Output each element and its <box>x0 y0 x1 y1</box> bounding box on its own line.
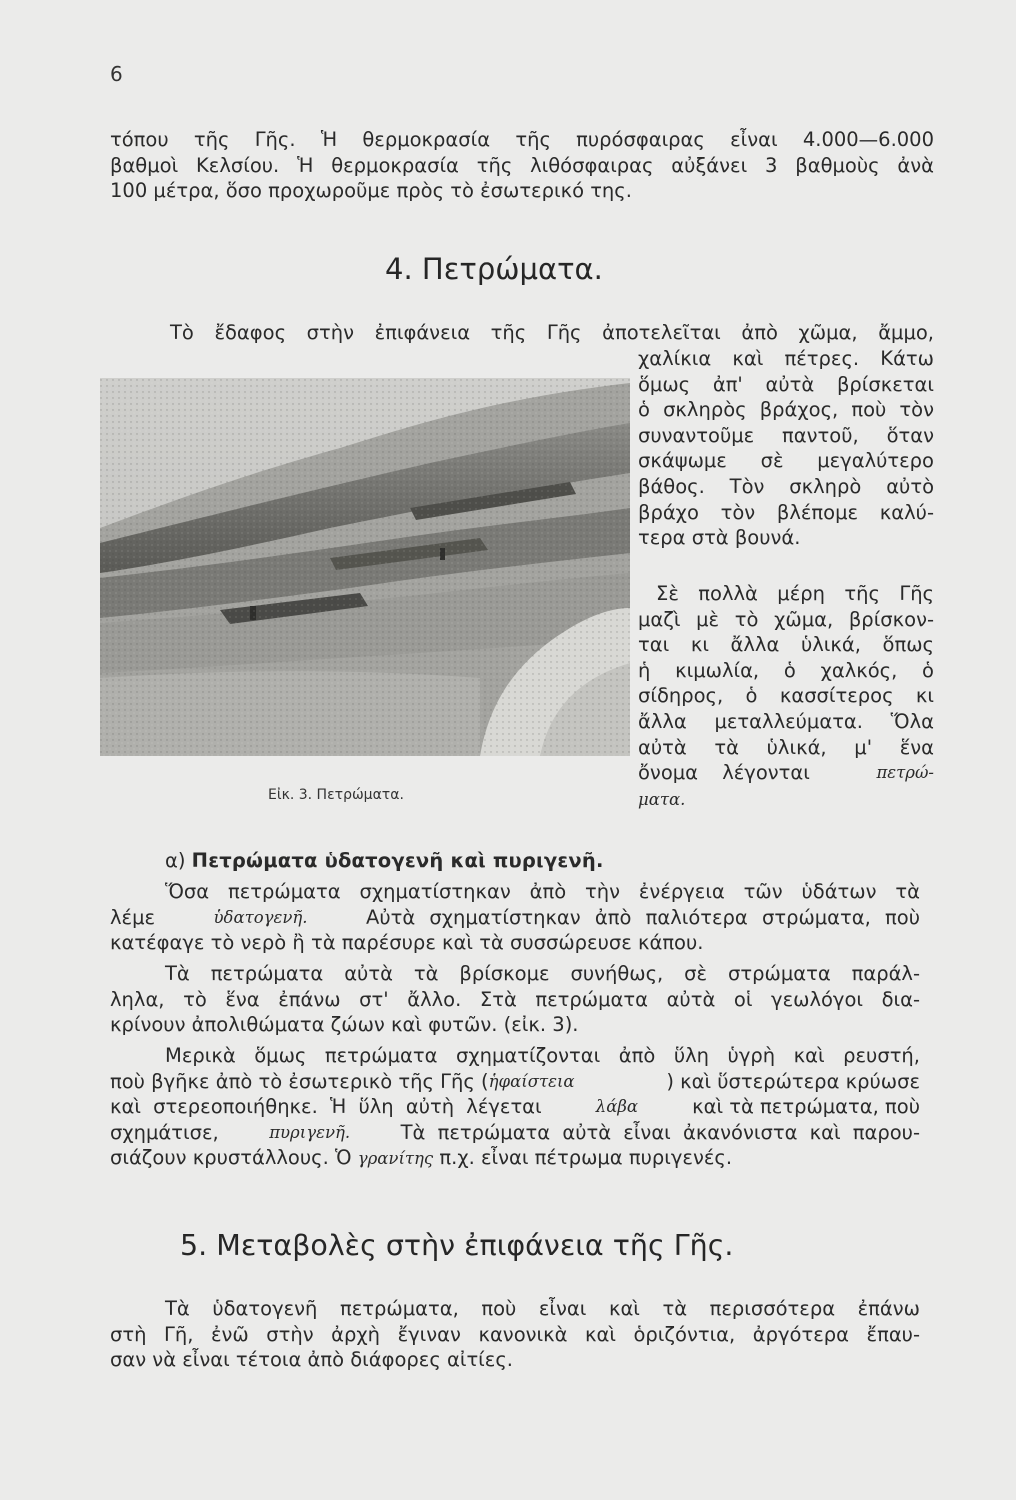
text-line: ληλα, τὸ ἕνα ἐπάνω στ' ἄλλο. Στὰ πετρώματα αὐτὰ οἱ γεωλόγοι δια- <box>110 987 920 1011</box>
intro-paragraph <box>110 127 934 204</box>
text-fragment: λέμε <box>110 905 156 929</box>
text-line: σαν νὰ εἶναι τέτοια ἀπὸ διάφορες αἰτίες. <box>110 1348 513 1372</box>
text-fragment: σχημάτισε, <box>110 1120 219 1144</box>
section-5-title: 5. Μεταβολὲς στὴν ἐπιφάνεια τῆς Γῆς. <box>180 1229 734 1262</box>
text-line <box>110 1120 920 1146</box>
subsection-a-paragraph-3 <box>110 1043 920 1172</box>
text-line: Σὲ πολλὰ μέρη τῆς Γῆς <box>656 582 934 605</box>
text-line: βάθος. Τὸν σκληρὸ αὐτὸ <box>638 474 934 498</box>
section-4-column-2 <box>638 581 934 812</box>
text-line: βαθμοὶ Κελσίου. Ἡ θερμοκρασία τῆς λιθόσφαιρας αὐξάνει 3 βαθμοὺς ἀνὰ <box>110 153 934 177</box>
text-line: βράχο τὸν βλέπομε καλύ- <box>638 500 934 524</box>
italic-term: λάβα <box>595 1097 639 1117</box>
subsection-title: Πετρώματα ὑδατογενῆ καὶ πυριγενῆ. <box>191 849 604 872</box>
subsection-a-title <box>165 848 865 874</box>
text-line: ται κι ἄλλα ὑλικά, ὅπως <box>638 633 934 657</box>
subsection-label: α) <box>165 849 186 872</box>
italic-term: ἡφαίστεια <box>488 1071 575 1091</box>
text-fragment: καὶ τὰ πετρώματα, ποὺ <box>692 1095 920 1119</box>
text-fragment: καὶ στερεοποιήθηκε. Ἡ ὕλη αὐτὴ λέγεται <box>110 1095 542 1119</box>
text-fragment: Τὰ πετρώματα αὐτὰ εἶναι ἀκανόνιστα καὶ παρου- <box>400 1120 920 1144</box>
section-5-paragraph <box>110 1296 920 1373</box>
text-fragment: σιάζουν κρυστάλλους. Ὁ <box>110 1146 352 1170</box>
text-fragment: π.χ. εἶναι πέτρωμα πυριγενές. <box>439 1146 733 1170</box>
text-line: Τὸ ἔδαφος στὴν ἐπιφάνεια τῆς Γῆς ἀποτελεῖται ἀπὸ χῶμα, ἄμμο, <box>170 321 934 344</box>
text-line: σίδηρος, ὁ κασσίτερος κι <box>638 684 934 708</box>
subsection-a-paragraph-1 <box>110 879 920 956</box>
text-line: τόπου τῆς Γῆς. Ἡ θερμοκρασία τῆς πυρόσφαιρας εἶναι 4.000—6.000 <box>110 128 934 151</box>
rock-strata-illustration <box>100 378 630 756</box>
text-line: ἄλλα μεταλλεύματα. Ὅλα <box>638 709 934 733</box>
text-fragment: ) καὶ ὕστερώτερα κρύωσε <box>666 1069 920 1093</box>
text-line: τερα στὰ βουνά. <box>638 526 801 550</box>
rock-strata-photo <box>100 378 630 756</box>
text-line: αὐτὰ τὰ ὑλικά, μ' ἕνα <box>638 735 934 759</box>
text-fragment: ποὺ βγῆκε ἀπὸ τὸ ἐσωτερικὸ τῆς Γῆς ( <box>110 1069 489 1093</box>
text-line: 100 μέτρα, ὅσο προχωροῦμε πρὸς τὸ ἐσωτερικό της. <box>110 179 632 203</box>
text-line: ὅμως ἀπ' αὐτὰ βρίσκεται <box>638 372 934 396</box>
text-line <box>110 1145 920 1172</box>
text-line: συναντοῦμε παντοῦ, ὅταν <box>638 423 934 447</box>
text-line <box>110 905 920 931</box>
section-4-column <box>638 346 934 551</box>
text-line: Ὅσα πετρώματα σχηματίστηκαν ἀπὸ τὴν ἐνέργεια τῶν ὑδάτων τὰ <box>165 880 920 903</box>
text-line: σκάψωμε σὲ μεγαλύτερο <box>638 449 934 473</box>
text-line: ὁ σκληρὸς βράχος, ποὺ τὸν <box>638 398 934 422</box>
text-line: κατέφαγε τὸ νερὸ ἢ τὰ παρέσυρε καὶ τὰ συσσώρευσε κάπου. <box>110 931 704 955</box>
italic-term: γρανίτης <box>357 1149 434 1169</box>
subsection-a-paragraph-2 <box>110 961 920 1038</box>
text-line: ἡ κιμωλία, ὁ χαλκός, ὁ <box>638 658 934 682</box>
text-line: στὴ Γῆ, ἐνῶ στὴν ἀρχὴ ἔγιναν κανονικὰ καὶ ὁριζόντια, ἀργότερα ἔπαυ- <box>110 1322 920 1346</box>
italic-term: ματα. <box>638 789 686 809</box>
italic-term: πετρώ- <box>876 763 934 783</box>
text-line <box>165 848 865 874</box>
text-line <box>110 1069 920 1095</box>
text-line: χαλίκια καὶ πέτρες. Κάτω <box>638 347 934 370</box>
section-4-intro <box>170 320 934 346</box>
text-line: Τὰ πετρώματα αὐτὰ τὰ βρίσκομε συνήθως, σὲ στρώματα παράλ- <box>165 962 920 985</box>
text-line <box>638 760 934 786</box>
text-fragment: Αὐτὰ σχηματίστηκαν ἀπὸ παλιότερα στρώματα, ποὺ <box>365 905 920 929</box>
text-line: Τὰ ὑδατογενῆ πετρώματα, ποὺ εἶναι καὶ τὰ περισσότερα ἐπάνω <box>165 1297 920 1320</box>
italic-term: πυριγενῆ. <box>269 1122 351 1142</box>
text-line <box>110 1094 920 1120</box>
text-line: κρίνουν ἀπολιθώματα ζώων καὶ φυτῶν. (εἰκ. 3). <box>110 1013 579 1037</box>
text-line: Μερικὰ ὅμως πετρώματα σχηματίζονται ἀπὸ ὕλη ὑγρὴ καὶ ρευστή, <box>165 1044 920 1067</box>
text-fragment: ὄνομα λέγονται <box>638 761 810 785</box>
text-line: μαζὶ μὲ τὸ χῶμα, βρίσκον- <box>638 607 934 631</box>
text-line <box>638 786 934 813</box>
figure-caption: Εἰκ. 3. Πετρώματα. <box>268 787 404 803</box>
italic-term: ὑδατογενῆ. <box>213 907 308 927</box>
section-4-title: 4. Πετρώματα. <box>385 252 603 286</box>
page-number: 6 <box>110 62 123 86</box>
